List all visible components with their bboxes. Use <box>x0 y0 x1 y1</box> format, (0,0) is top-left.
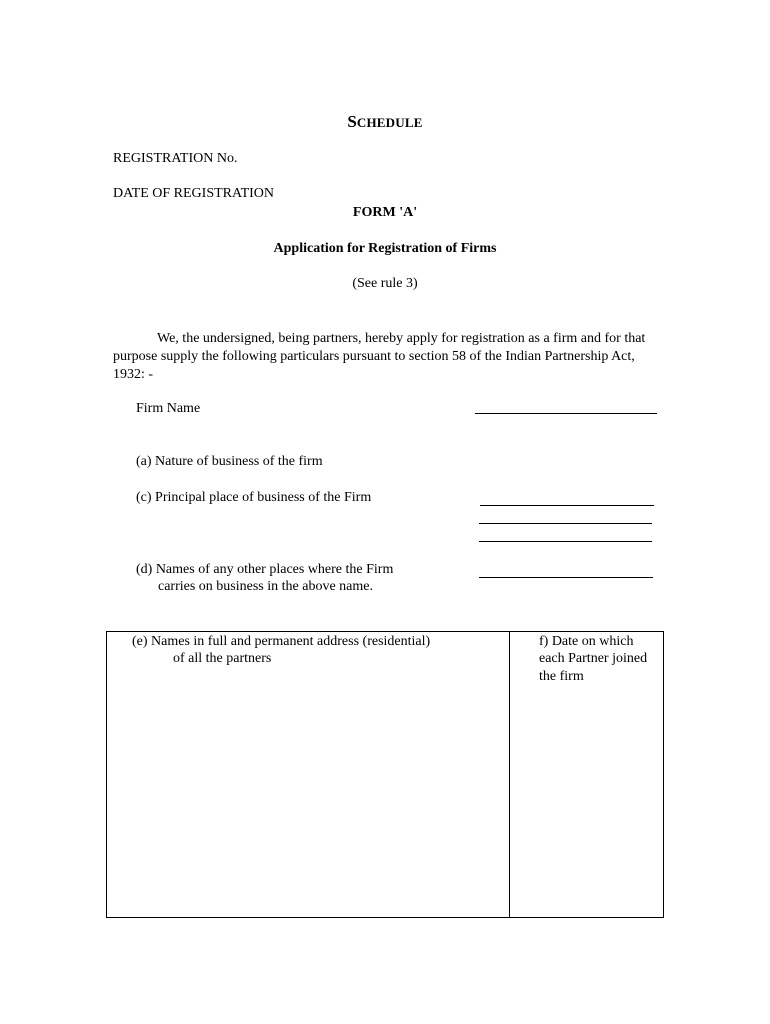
date-joined-header-line2: each Partner joined <box>539 651 648 666</box>
schedule-title-rest: CHEDULE <box>356 115 423 130</box>
registration-number-label: REGISTRATION No. <box>113 151 238 166</box>
intro-paragraph <box>113 330 648 384</box>
date-joined-header-line1: f) Date on which <box>539 634 634 649</box>
other-places-label-line2: carries on business in the above name. <box>158 579 373 594</box>
principal-place-label: (c) Principal place of business of the Firm <box>136 490 372 505</box>
principal-place-blank-3[interactable] <box>479 540 652 542</box>
schedule-title <box>0 113 770 132</box>
partners-table-divider <box>509 631 510 918</box>
form-title: Application for Registration of Firms <box>273 241 497 256</box>
other-places-blank[interactable] <box>479 576 653 578</box>
intro-paragraph-text: We, the undersigned, being partners, hereby apply for registration as a firm and for that purpose supply the following particulars pursuant to section 58 of the Indian Partnership Act, 1932: - <box>113 331 646 382</box>
form-label: FORM 'A' <box>352 205 418 220</box>
other-places-label-line1: (d) Names of any other places where the Firm <box>136 562 394 577</box>
nature-of-business-label: (a) Nature of business of the firm <box>136 454 323 469</box>
firm-name-label: Firm Name <box>136 401 201 416</box>
principal-place-blank-2[interactable] <box>479 522 652 524</box>
principal-place-blank-1[interactable] <box>480 504 654 506</box>
partners-column-header-line1: (e) Names in full and permanent address (residential) <box>132 634 431 649</box>
rule-reference: (See rule 3) <box>352 276 418 291</box>
schedule-title-initial: S <box>347 112 357 131</box>
firm-name-blank[interactable] <box>475 412 657 414</box>
date-of-registration-label: DATE OF REGISTRATION <box>113 186 274 201</box>
partners-column-header-line2: of all the partners <box>173 651 272 666</box>
date-joined-header-line3: the firm <box>539 669 584 684</box>
